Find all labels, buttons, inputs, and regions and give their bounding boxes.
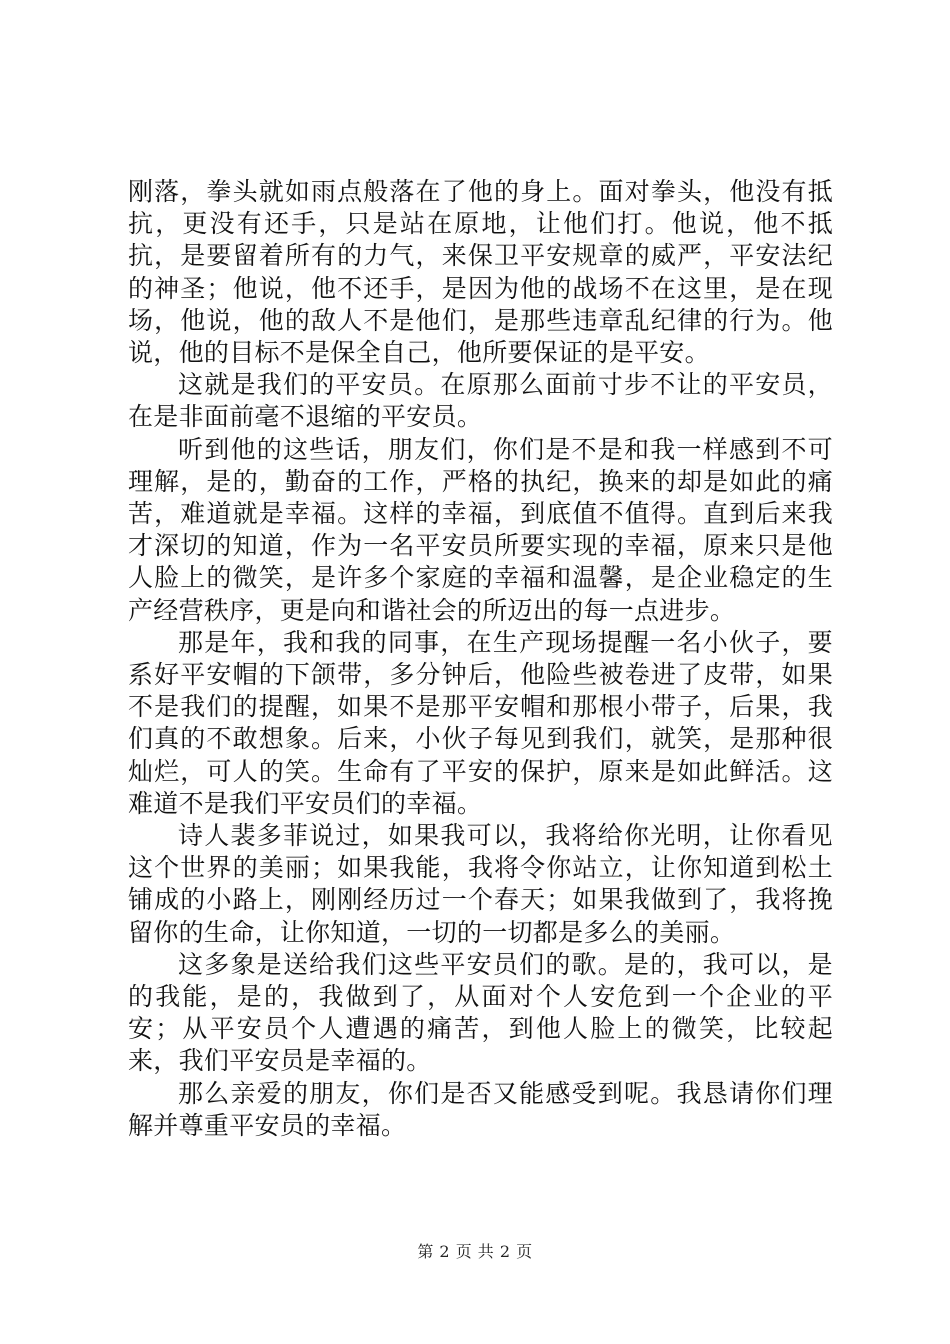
paragraph-safety-officer: 这就是我们的平安员。在原那么面前寸步不让的平安员，在是非面前毫不退缩的平安员。 [128, 370, 833, 432]
paragraph-continuation: 刚落，拳头就如雨点般落在了他的身上。面对拳头，他没有抵抗，更没有还手，只是站在原地，让他们打。他说，他不抵抗，是要留着所有的力气，来保卫平安规章的威严，平安法纪的神圣；他说，他不还手，是因为他的战场不在这里，是在现场，他说，他的敌人不是他们，是那些违章乱纪律的行为。他说，他的目标不是保全自己，他所要保证的是平安。 [128, 177, 833, 368]
paragraph-closing: 那么亲爱的朋友，你们是否又能感受到呢。我恳请你们理解并尊重平安员的幸福。 [128, 1078, 833, 1140]
document-body [128, 176, 833, 1142]
paragraph-helmet-story: 那是年，我和我的同事，在生产现场提醒一名小伙子，要系好平安帽的下颌带，多分钟后，他险些被卷进了皮带，如果不是我们的提醒，如果不是那平安帽和那根小带子，后果，我们真的不敢想象。后来，小伙子每见到我们，就笑，是那种很灿烂，可人的笑。生命有了平安的保护，原来是如此鲜活。这难道不是我们平安员们的幸福。 [128, 627, 833, 818]
page-number-footer: 第 2 页 共 2 页 [417, 1242, 533, 1261]
paragraph-happiness-question: 听到他的这些话，朋友们，你们是不是和我一样感到不可理解，是的，勤奋的工作，严格的执纪，换来的却是如此的痛苦，难道就是幸福。这样的幸福，到底值不值得。直到后来我才深切的知道，作为一名平安员所要实现的幸福，原来只是他人脸上的微笑，是许多个家庭的幸福和温馨，是企业稳定的生产经营秩序，更是向和谐社会的所迈出的每一点进步。 [128, 434, 833, 625]
paragraph-song: 这多象是送给我们这些平安员们的歌。是的，我可以，是的我能，是的，我做到了，从面对个人安危到一个企业的平安；从平安员个人遭遇的痛苦，到他人脸上的微笑，比较起来，我们平安员是幸福的。 [128, 949, 833, 1076]
paragraph-poet-quote: 诗人裴多菲说过，如果我可以，我将给你光明，让你看见这个世界的美丽；如果我能，我将令你站立，让你知道到松土铺成的小路上，刚刚经历过一个春天；如果我做到了，我将挽留你的生命，让你知道，一切的一切都是多么的美丽。 [128, 821, 833, 947]
